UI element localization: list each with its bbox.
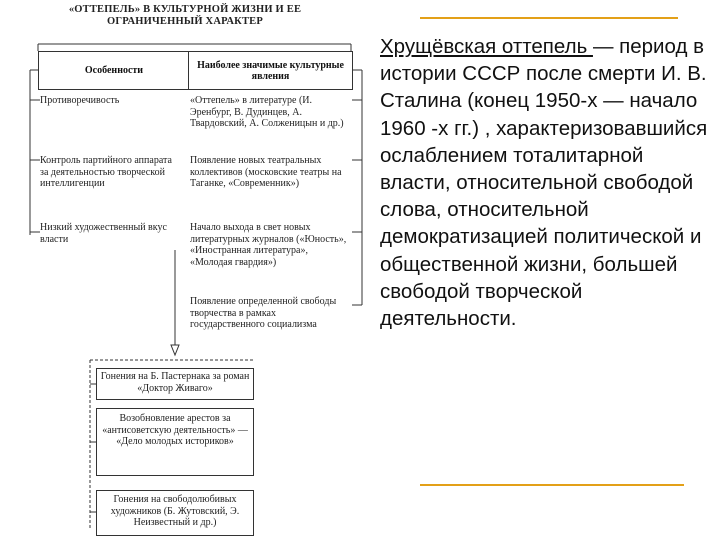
- scheme-title: «ОТТЕПЕЛЬ» В КУЛЬТУРНОЙ ЖИЗНИ И ЕЕ ОГРАНИЧЕННЫЙ ХАРАКТЕР: [68, 4, 302, 27]
- bottom-accent-rule: [420, 484, 684, 486]
- consequence-box: Гонения на свободолюбивых художников (Б. Жутовский, Э. Неизвестный и др.): [96, 490, 254, 536]
- phenomenon-item: Появление определенной свободы творчества в рамках государственного социализма: [190, 296, 337, 330]
- feature-item: Низкий художественный вкус власти: [40, 222, 167, 245]
- consequence-box: Возобновление арестов за «антисоветскую деятельность» — «Дело молодых историков»: [96, 408, 254, 476]
- header-phenomena: Наиболее значимые культурные явления: [188, 51, 353, 90]
- phenomenon-item: Появление новых театральных коллективов (московские театры на Таганке, «Современник»): [190, 155, 342, 189]
- feature-item: Противоречивость: [40, 95, 120, 106]
- phenomenon-item: «Оттепель» в литературе (И. Эренбург, В. Дудинцев, А. Твардовский, А. Солженицын и др.): [190, 95, 344, 129]
- definition-body: — период в истории СССР после смерти И. В. Сталина (конец 1950-х — начало 1960 -х гг.) , характеризовавшийся ослаблением тоталитарной власти, относительной свободой слова, относительной демократизацией политической и общественной жизни, большей свободой творческой деятельности.: [380, 35, 708, 331]
- consequence-box: Гонения на Б. Пастернака за роман «Доктор Живаго»: [96, 368, 254, 400]
- header-features: Особенности: [38, 51, 190, 90]
- definition-term: Хрущёвская оттепель: [380, 35, 593, 58]
- feature-item: Контроль партийного аппарата за деятельностью творческой интеллигенции: [40, 155, 172, 189]
- top-accent-rule: [420, 17, 678, 19]
- phenomenon-item: Начало выхода в свет новых литературных журналов («Юность», «Иностранная литература», «Молодая гвардия»): [190, 222, 347, 268]
- definition-text: [380, 33, 716, 332]
